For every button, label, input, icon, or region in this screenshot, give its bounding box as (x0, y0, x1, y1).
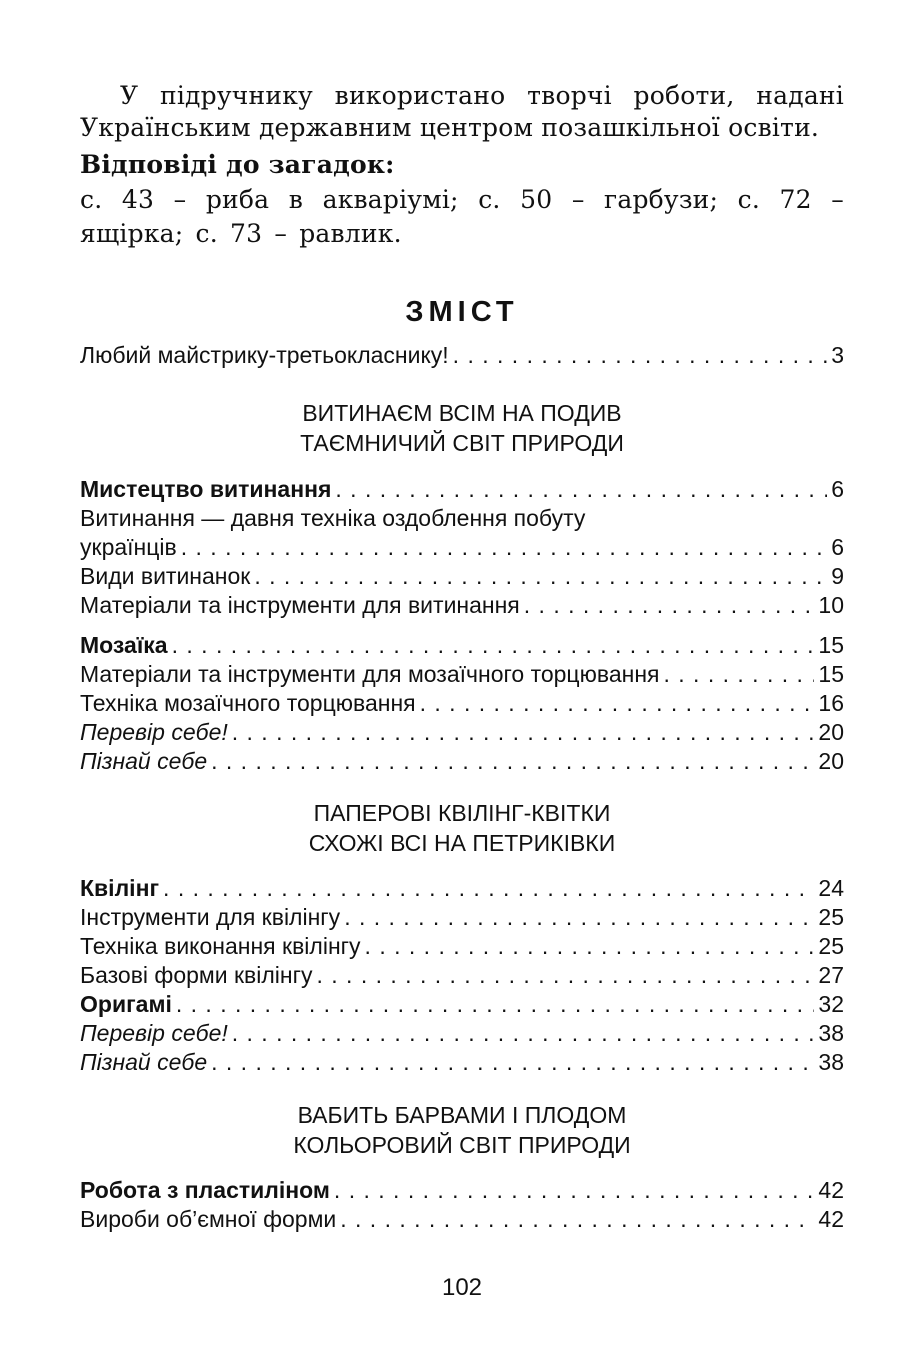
toc-entry-title: Матеріали та інструменти для мозаїчного торцювання (80, 661, 660, 687)
leader-dots (211, 748, 814, 775)
toc-entry-title: Базові форми квілінгу (80, 962, 313, 988)
section-heading-line: СХОЖІ ВСІ НА ПЕТРИКІВКИ (308, 830, 616, 856)
toc-entry[interactable] (80, 342, 844, 371)
leader-dots (181, 534, 827, 561)
toc-entry-title: українців (80, 534, 177, 560)
leader-dots (663, 661, 814, 688)
leader-dots (335, 476, 827, 503)
book-page (80, 0, 844, 1360)
toc-entry-title: Вироби об’ємної форми (80, 1206, 337, 1232)
section-heading (80, 398, 844, 458)
section-heading (80, 798, 844, 858)
toc-entry[interactable] (80, 904, 844, 933)
toc-entry[interactable] (80, 563, 844, 592)
toc-entry-page: 15 (818, 632, 844, 658)
toc-entry[interactable] (80, 962, 844, 991)
toc-title: ЗМІСТ (405, 296, 519, 328)
section-heading (80, 1100, 844, 1160)
toc-entry[interactable] (80, 1177, 844, 1206)
leader-dots (211, 1049, 814, 1076)
leader-dots (176, 991, 815, 1018)
toc-entry-page: 27 (818, 962, 844, 988)
toc-entry-page: 20 (818, 719, 844, 745)
toc-entry-title: Пізнай себе (80, 748, 208, 774)
leader-dots (232, 1020, 815, 1047)
toc-entry-title: Техніка мозаїчного торцювання (80, 690, 416, 716)
toc-entry-title: Матеріали та інструменти для витинання (80, 592, 520, 618)
toc-entry-page: 6 (831, 534, 844, 560)
toc-entry[interactable] (80, 719, 844, 748)
toc-entry[interactable] (80, 690, 844, 719)
leader-dots (232, 719, 815, 746)
toc-entry[interactable] (80, 1020, 844, 1049)
leader-dots (453, 342, 828, 369)
toc-entry-title: Любий майстрику-третьокласнику! (80, 342, 449, 368)
toc-entry-page: 9 (831, 563, 844, 589)
toc-entry-page: 32 (818, 991, 844, 1017)
section-heading-line: ПАПЕРОВІ КВІЛІНГ-КВІТКИ (313, 800, 611, 826)
leader-dots (365, 933, 815, 960)
toc-entry-page: 38 (818, 1020, 844, 1046)
toc-entry[interactable] (80, 1049, 844, 1078)
toc-entry-title: Робота з пластиліном (80, 1177, 330, 1203)
toc-entry-title: Оригамі (80, 991, 172, 1017)
toc-entry[interactable] (80, 875, 844, 904)
toc-entry[interactable] (80, 661, 844, 690)
toc-entry-title: Види витинанок (80, 563, 251, 589)
toc-entry-title: Мозаїка (80, 632, 168, 658)
section-heading-line: ВИТИНАЄМ ВСІМ НА ПОДИВ (302, 400, 622, 426)
leader-dots (340, 1206, 814, 1233)
toc-entry-title: Квілінг (80, 875, 160, 901)
toc-entry-page: 25 (818, 904, 844, 930)
toc-entry-page: 20 (818, 748, 844, 774)
leader-dots (172, 632, 815, 659)
toc-entry-title-line[interactable]: Витинання — давня техніка оздоблення побуту (80, 505, 586, 531)
leader-dots (524, 592, 815, 619)
toc-entry[interactable] (80, 748, 844, 777)
leader-dots (344, 904, 814, 931)
toc-entry-title: Техніка виконання квілінгу (80, 933, 361, 959)
toc-entry-page: 42 (818, 1177, 844, 1203)
leader-dots (163, 875, 814, 902)
section-heading-line: ВАБИТЬ БАРВАМИ І ПЛОДОМ (297, 1102, 627, 1128)
toc-entry[interactable] (80, 1206, 844, 1235)
toc-entry-page: 16 (818, 690, 844, 716)
toc-entry-title: Мистецтво витинання (80, 476, 332, 502)
toc-entry-page: 15 (818, 661, 844, 687)
toc-entry-page: 42 (818, 1206, 844, 1232)
toc-entry-page: 24 (818, 875, 844, 901)
toc-entry[interactable] (80, 534, 844, 563)
answers-text: с. 43 – риба в акваріумі; с. 50 – гарбузи; с. 72 – ящірка; с. 73 – равлик. (80, 185, 844, 248)
intro-paragraph: У підручнику використано творчі роботи, надані Українським державним центром позашкільної освіти. (80, 81, 844, 142)
toc-entry-title: Пізнай себе (80, 1049, 208, 1075)
toc-entry-page: 38 (818, 1049, 844, 1075)
toc-entry-title: Інструменти для квілінгу (80, 904, 341, 930)
toc-entry-page: 25 (818, 933, 844, 959)
leader-dots (334, 1177, 814, 1204)
toc-entry-page: 10 (818, 592, 844, 618)
leader-dots (254, 563, 827, 590)
toc-entry-title: Перевір себе! (80, 1020, 228, 1046)
toc-entry[interactable] (80, 933, 844, 962)
section-heading-line: КОЛЬОРОВИЙ СВІТ ПРИРОДИ (293, 1132, 631, 1158)
answers-heading: Відповіді до загадок: (80, 150, 395, 179)
toc-entry[interactable] (80, 476, 844, 505)
toc-entry[interactable] (80, 592, 844, 621)
toc-entry[interactable] (80, 632, 844, 661)
toc-entry-page: 3 (831, 342, 844, 368)
leader-dots (420, 690, 815, 717)
section-heading-line: ТАЄМНИЧИЙ СВІТ ПРИРОДИ (300, 430, 624, 456)
toc-entry-page: 6 (831, 476, 844, 502)
leader-dots (317, 962, 815, 989)
toc-entry[interactable] (80, 991, 844, 1020)
toc-entry-title: Перевір себе! (80, 719, 228, 745)
page-number: 102 (441, 1274, 483, 1301)
